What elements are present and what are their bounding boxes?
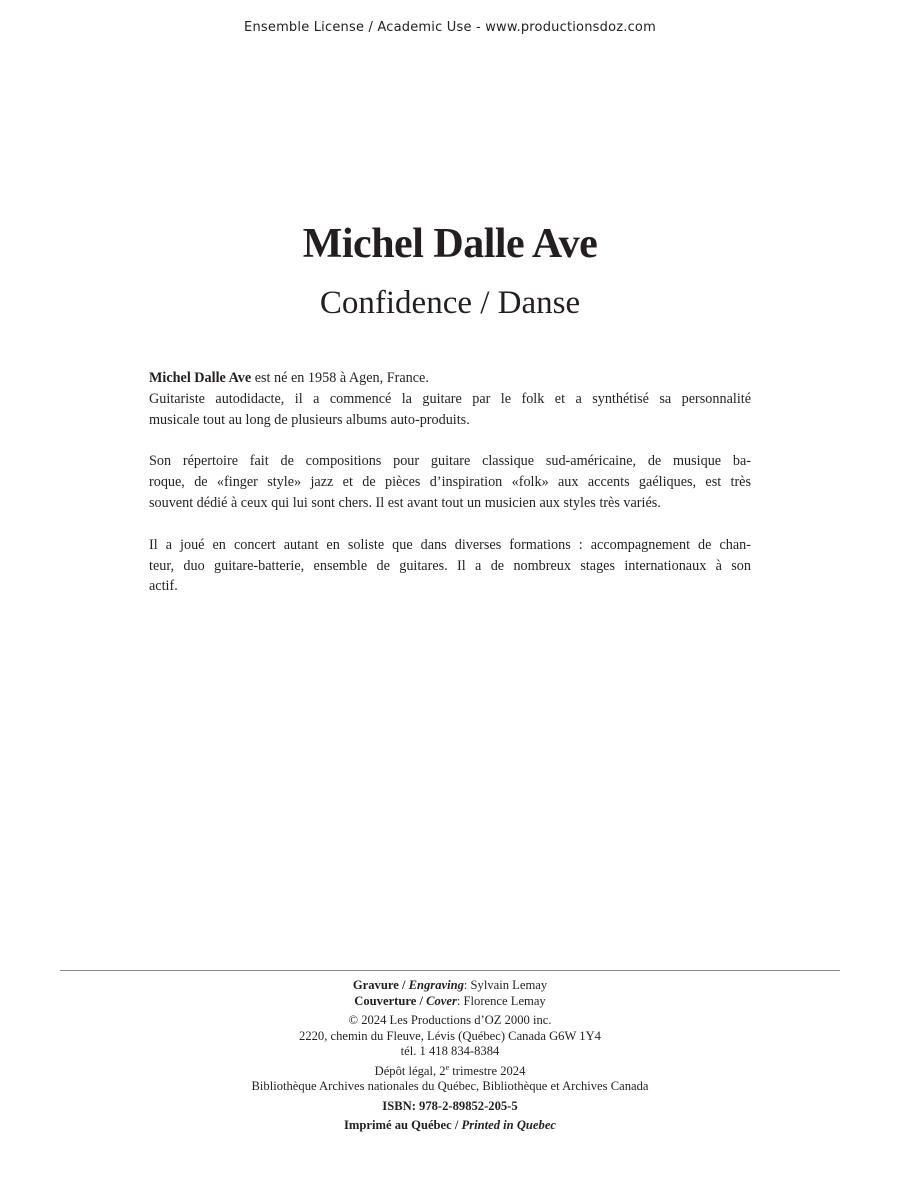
credits-staff — [0, 978, 900, 1009]
work-title: Confidence / Danse — [319, 285, 581, 321]
composer-name: Michel Dalle Ave — [302, 221, 598, 267]
bio-p3-line-1: Il a joué en concert autant en soliste que dans diverses formations : accompagnement de chan- — [149, 536, 751, 553]
publisher-phone: tél. 1 418 834-8384 — [400, 1044, 500, 1058]
bio-p3-line-3: actif. — [149, 578, 178, 595]
engraving-credit: Gravure / Engraving: Sylvain Lemay — [352, 978, 548, 992]
bio-p3-line-2: teur, duo guitare-batterie, ensemble de guitares. Il a de nombreux stages internationaux à son — [149, 557, 751, 574]
printed-in — [0, 1118, 900, 1134]
bio-p2-line-1: Son répertoire fait de compositions pour guitare classique sud-américaine, de musique ba- — [149, 453, 751, 470]
libraries: Bibliothèque Archives nationales du Québec, Bibliothèque et Archives Canada — [251, 1079, 649, 1093]
publisher-address: 2220, chemin du Fleuve, Lévis (Québec) Canada G6W 1Y4 — [299, 1028, 601, 1043]
legal-deposit — [0, 1064, 900, 1095]
footer-divider — [60, 970, 840, 971]
cover-credit: Couverture / Cover: Florence Lemay — [354, 993, 546, 1008]
isbn: ISBN: 978-2-89852-205-5 — [382, 1098, 518, 1113]
bio-paragraph-2 — [149, 451, 751, 513]
license-header: Ensemble License / Academic Use - www.productionsdoz.com — [244, 20, 656, 35]
title-block — [0, 218, 900, 324]
bio-p2-line-2: roque, de «finger style» jazz et de pièces d’inspiration «folk» aux accents gaéliques, est très — [149, 474, 751, 491]
credits-block — [0, 978, 900, 1138]
printed-en: Printed in Quebec — [461, 1118, 556, 1132]
printed-fr: Imprimé au Québec / — [344, 1118, 462, 1132]
bio-p1-line-3: musicale tout au long de plusieurs albums auto-produits. — [149, 411, 470, 428]
copyright: © 2024 Les Productions d’OZ 2000 inc. — [348, 1013, 552, 1027]
bio-p1-line-1 — [149, 368, 751, 389]
bio-paragraph-1 — [149, 368, 751, 430]
biography — [149, 368, 751, 618]
bio-paragraph-3 — [149, 535, 751, 597]
bio-p2-line-3: souvent dédié à ceux qui lui sont chers. Il est avant tout un musicien aux styles très variés. — [149, 494, 661, 511]
bio-p1-intro: est né en 1958 à Agen, France. — [251, 370, 429, 386]
isbn-group — [0, 1099, 900, 1115]
bio-p1-line-2: Guitariste autodidacte, il a commencé la guitare par le folk et a synthétisé sa personnalité — [149, 390, 751, 407]
publisher-info — [0, 1013, 900, 1060]
legal-deposit-date: Dépôt légal, 2e trimestre 2024 — [374, 1062, 526, 1078]
bio-composer-name: Michel Dalle Ave — [149, 370, 252, 386]
